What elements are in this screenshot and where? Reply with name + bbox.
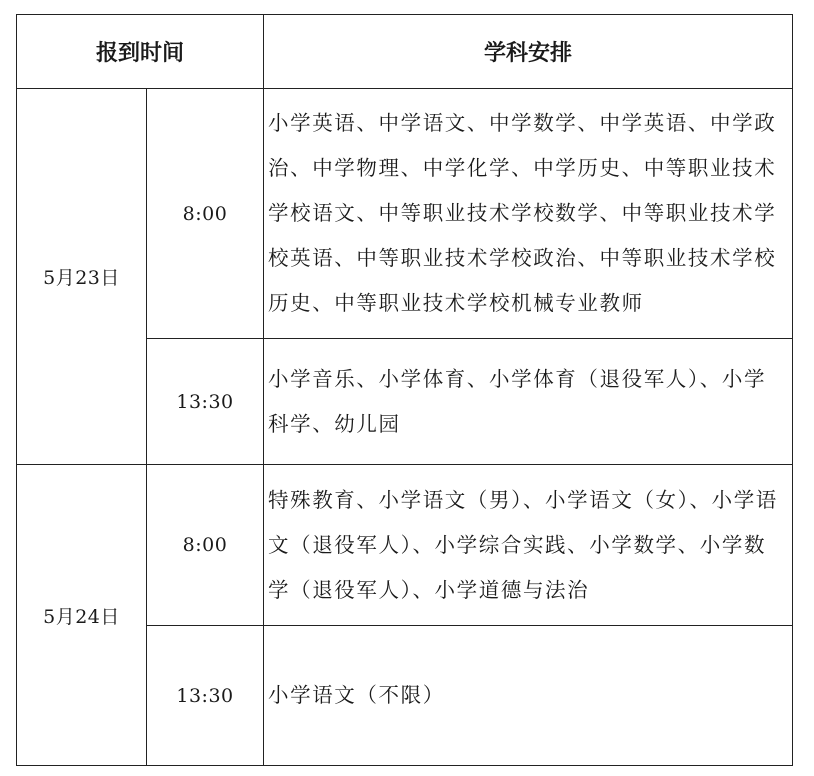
header-row	[17, 15, 793, 89]
time-cell: 13:30	[147, 626, 264, 766]
subjects-cell: 小学英语、中学语文、中学数学、中学英语、中学政治、中学物理、中学化学、中学历史、中等职业技术学校语文、中等职业技术学校数学、中等职业技术学校英语、中等职业技术学校政治、中等职业技术学校历史、中等职业技术学校机械专业教师	[264, 89, 793, 339]
header-report-time: 报到时间	[17, 15, 264, 89]
subjects-cell: 小学语文（不限）	[264, 626, 793, 766]
time-cell: 8:00	[147, 465, 264, 626]
date-cell-day1	[17, 89, 147, 465]
schedule-table	[16, 14, 793, 766]
subjects-cell: 小学音乐、小学体育、小学体育（退役军人）、小学科学、幼儿园	[264, 339, 793, 465]
date-text: 5月23日	[43, 267, 120, 289]
subjects-cell: 特殊教育、小学语文（男）、小学语文（女）、小学语文（退役军人）、小学综合实践、小学数学、小学数学（退役军人）、小学道德与法治	[264, 465, 793, 626]
header-subject-arrangement: 学科安排	[264, 15, 793, 89]
table-row	[17, 465, 793, 626]
date-text: 5月24日	[43, 605, 120, 628]
date-cell-day2	[17, 465, 147, 766]
time-cell: 8:00	[147, 89, 264, 339]
table-row	[17, 89, 793, 339]
time-cell: 13:30	[147, 339, 264, 465]
